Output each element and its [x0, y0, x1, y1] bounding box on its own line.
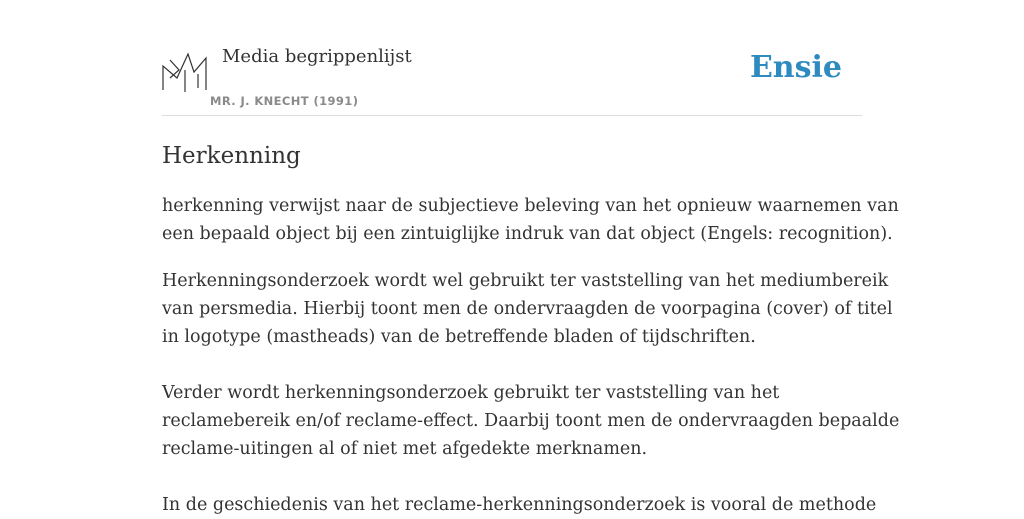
paragraph-gap [162, 463, 862, 491]
text-line: reclame-uitingen al of niet met afgedekte merknamen. [162, 439, 648, 459]
text-line: reclamebereik en/of reclame-effect. Daarbij toont men de ondervraagden bepaalde [162, 411, 900, 431]
text-line: herkenning verwijst naar de subjectieve beleving van het opnieuw waarnemen van [162, 196, 899, 216]
text-line: een bepaald object bij een zintuiglijke indruk van dat object (Engels: recognition). [162, 224, 893, 244]
text-line: van persmedia. Hierbij toont men de ondervraagden de voorpagina (cover) of titel [162, 299, 893, 319]
header [162, 0, 862, 116]
author-credit: MR. J. KNECHT (1991) [210, 94, 359, 108]
book-title[interactable]: Media begrippenlijst [222, 46, 412, 67]
entry-title: Herkenning [162, 143, 301, 169]
text-line: Verder wordt herkenningsonderzoek gebruikt ter vaststelling van het [162, 383, 780, 403]
m-monogram-icon[interactable] [162, 48, 208, 94]
text-line: Herkenningsonderzoek wordt wel gebruikt ter vaststelling van het mediumbereik [162, 271, 889, 291]
entry-body [162, 192, 900, 519]
paragraph-definition [162, 192, 899, 248]
text-line: in logotype (mastheads) van de betreffende bladen of tijdschriften. [162, 327, 756, 347]
paragraph-persmedia [162, 267, 893, 351]
text-line: In de geschiedenis van het reclame-herkenningsonderzoek is vooral de methode [162, 495, 877, 515]
paragraph-geschiedenis [162, 491, 877, 519]
brand-logo-link[interactable]: Ensie [749, 50, 842, 85]
paragraph-gap [162, 351, 862, 379]
page [162, 0, 900, 519]
paragraph-reclame [162, 379, 900, 463]
